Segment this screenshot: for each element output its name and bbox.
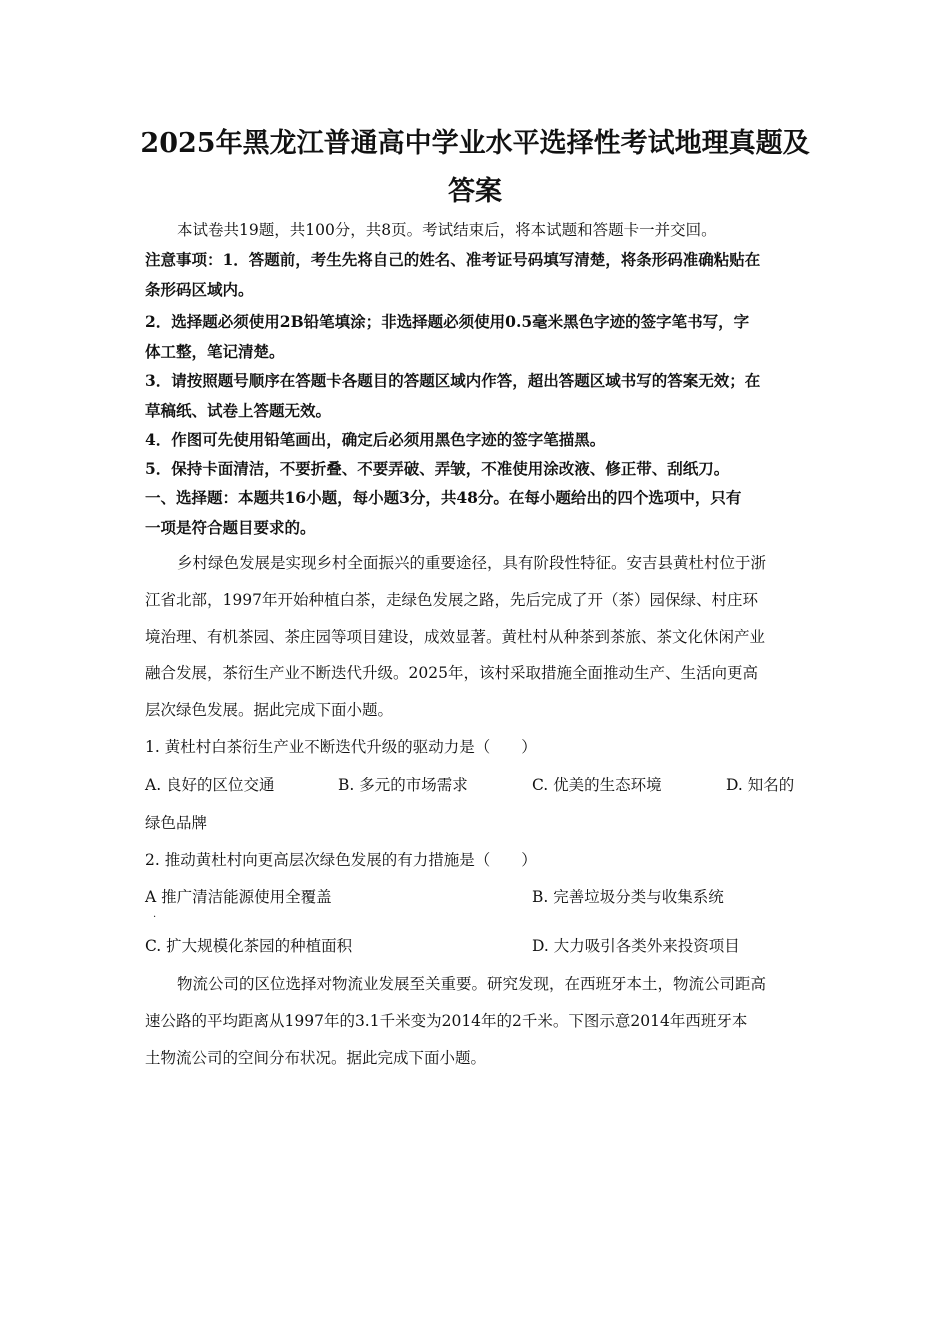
passage-1-line-5: 层次绿色发展。据此完成下面小题。 xyxy=(145,701,394,719)
question-1-option-b: B. 多元的市场需求 xyxy=(338,776,468,794)
passage-2-line-1: 物流公司的区位选择对物流业发展至关重要。研究发现，在西班牙本土，物流公司距高 xyxy=(177,975,767,993)
question-1-stem: 1. 黄杜村白茶衍生产业不断迭代升级的驱动力是（ ） xyxy=(145,738,537,756)
section-1-heading-line-2: 一项是符合题目要求的。 xyxy=(145,518,316,537)
note-3-line-1: 3．请按照题号顺序在答题卡各题目的答题区域内作答，超出答题区域书写的答案无效；在 xyxy=(145,371,761,390)
note-3-line-2: 草稿纸、试卷上答题无效。 xyxy=(145,401,332,420)
question-2-option-a: A 推广清洁能源使用全覆盖 xyxy=(145,888,332,906)
note-5: 5．保持卡面清洁，不要折叠、不要弄破、弄皱，不准使用涂改液、修正带、刮纸刀。 xyxy=(145,459,730,478)
question-2-option-d: D. 大力吸引各类外来投资项目 xyxy=(532,937,740,955)
passage-1-line-4: 融合发展，茶衍生产业不断迭代升级。2025年，该村采取措施全面推动生产、生活向更高 xyxy=(145,664,758,682)
question-2-option-b: B. 完善垃圾分类与收集系统 xyxy=(532,888,724,906)
question-2-option-c: C. 扩大规模化茶园的种植面积 xyxy=(145,937,353,955)
passage-1-line-2: 江省北部，1997年开始种植白茶，走绿色发展之路，先后完成了开（茶）园保绿、村庄环 xyxy=(145,591,758,609)
passage-2-line-2: 速公路的平均距离从1997年的3.1千米变为2014年的2千米。下图示意2014年西班牙本 xyxy=(145,1012,748,1030)
note-4: 4．作图可先使用铅笔画出，确定后必须用黑色字迹的签字笔描黑。 xyxy=(145,430,606,449)
section-1-heading-line-1: 一、选择题：本题共16小题，每小题3分，共48分。在每小题给出的四个选项中，只有 xyxy=(145,488,742,507)
question-2-stem: 2. 推动黄杜村向更高层次绿色发展的有力措施是（ ） xyxy=(145,851,537,869)
passage-1-line-3: 境治理、有机茶园、茶庄园等项目建设，成效显著。黄杜村从种茶到茶旅、茶文化休闲产业 xyxy=(145,628,766,646)
note-2-line-2: 体工整，笔记清楚。 xyxy=(145,342,285,361)
passage-1-line-1: 乡村绿色发展是实现乡村全面振兴的重要途径，具有阶段性特征。安吉县黄杜村位于浙 xyxy=(177,554,767,572)
note-1-line-1: 注意事项：1．答题前，考生先将自己的姓名、准考证号码填写清楚，将条形码准确粘贴在 xyxy=(145,250,761,269)
intro-text: 本试卷共19题，共100分，共8页。考试结束后，将本试题和答题卡一并交回。 xyxy=(177,221,717,239)
note-2-line-1: 2．选择题必须使用2B铅笔填涂；非选择题必须使用0.5毫米黑色字迹的签字笔书写，字 xyxy=(145,312,750,331)
passage-2-line-3: 土物流公司的空间分布状况。据此完成下面小题。 xyxy=(145,1049,487,1067)
question-1-option-a: A. 良好的区位交通 xyxy=(145,776,275,794)
question-2-option-a-dot: . xyxy=(153,909,157,920)
note-1-line-2: 条形码区域内。 xyxy=(145,280,254,299)
question-1-option-c: C. 优美的生态环境 xyxy=(532,776,662,794)
question-1-option-d-continued: 绿色品牌 xyxy=(145,814,208,832)
question-1-option-d: D. 知名的 xyxy=(726,776,795,794)
page-title: 2025年黑龙江普通高中学业水平选择性考试地理真题及答案 xyxy=(140,128,810,207)
